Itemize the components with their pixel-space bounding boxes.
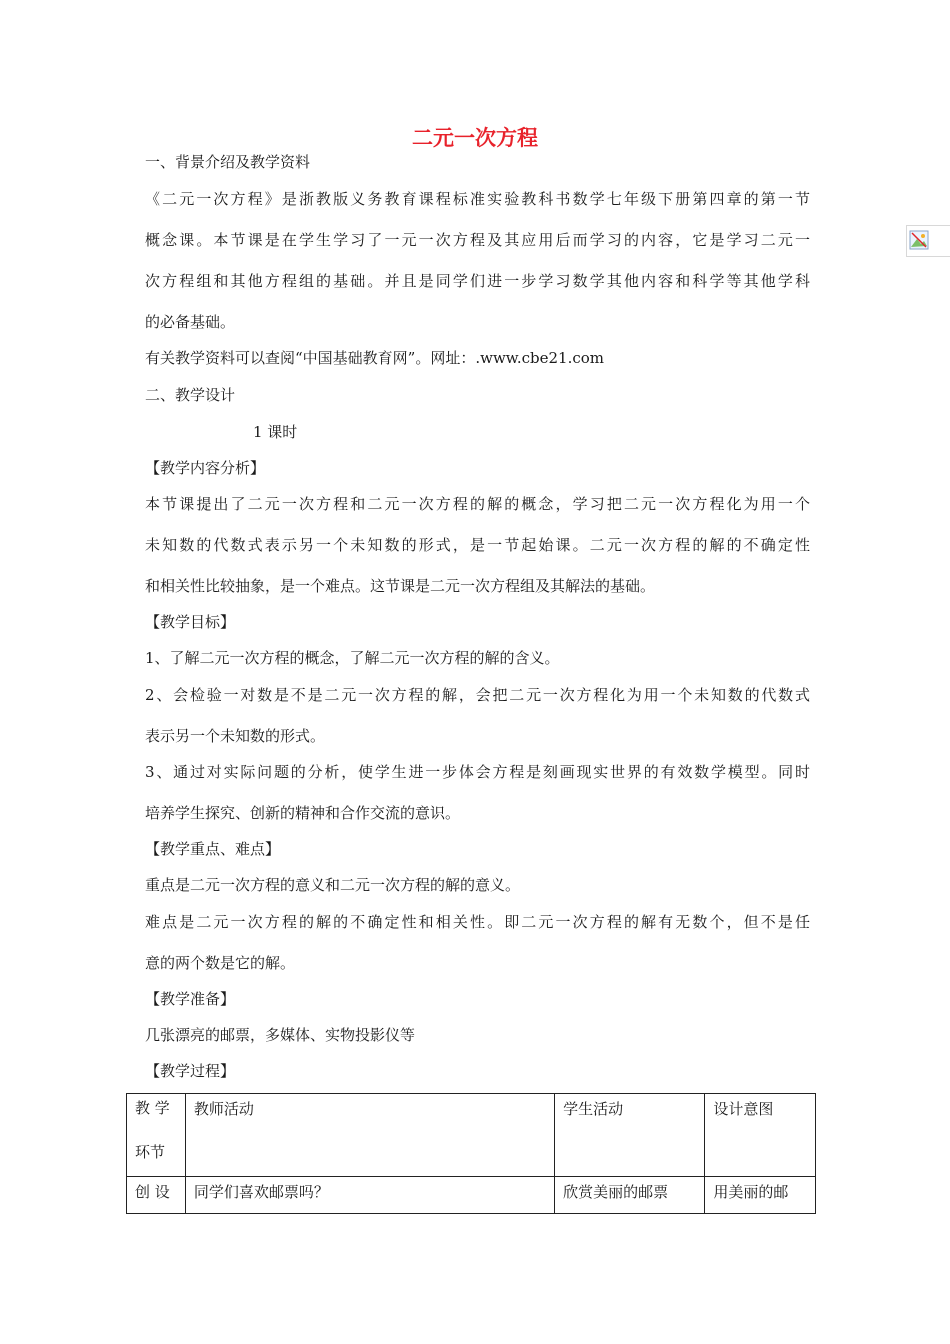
- paragraph-line: 和相关性比较抽象，是一个难点。这节课是二元一次方程组及其解法的基础。: [145, 577, 656, 595]
- table-cell-student: 欣赏美丽的邮票: [555, 1177, 705, 1214]
- document-title: 二元一次方程: [412, 126, 538, 150]
- paragraph-line: 的必备基础。: [145, 313, 236, 331]
- paragraph-line: 《二元一次方程》是浙教版义务教育课程标准实验教科书数学七年级下册第四章的第一节: [145, 190, 810, 208]
- resource-link-line: 有关教学资料可以查阅“中国基础教育网”。网址：.www.cbe21.com: [145, 349, 605, 367]
- table-cell-stage-header: [127, 1094, 186, 1177]
- objective-item: 1、了解二元一次方程的概念，了解二元一次方程的解的含义。: [145, 649, 560, 667]
- subheading-key-points: 【教学重点、难点】: [145, 840, 281, 858]
- objective-item: 2、会检验一对数是不是二元一次方程的解，会把二元一次方程化为用一个未知数的代数式: [145, 686, 810, 704]
- difficult-point: 难点是二元一次方程的解的不确定性和相关性。即二元一次方程的解有无数个，但不是任: [145, 913, 810, 931]
- subheading-preparation: 【教学准备】: [145, 990, 236, 1008]
- objective-item-continued: 培养学生探究、创新的精神和合作交流的意识。: [145, 804, 461, 822]
- table-cell-intent: 用美丽的邮: [705, 1177, 816, 1214]
- teaching-process-table: [126, 1093, 816, 1214]
- subheading-content-analysis: 【教学内容分析】: [145, 459, 266, 477]
- section-heading-background: 一、背景介绍及教学资料: [145, 153, 311, 171]
- subheading-objectives: 【教学目标】: [145, 613, 236, 631]
- paragraph-line: 概念课。本节课是在学生学习了一元一次方程及其应用后而学习的内容，它是学习二元一: [145, 231, 810, 249]
- paragraph-line: 未知数的代数式表示另一个未知数的形式，是一节起始课。二元一次方程的解的不确定性: [145, 536, 810, 554]
- table-cell-stage: 创 设: [127, 1177, 186, 1214]
- lesson-hours: 1 课时: [253, 423, 298, 441]
- broken-image-icon[interactable]: [906, 225, 950, 257]
- table-header-row: [127, 1094, 816, 1177]
- preparation-text: 几张漂亮的邮票，多媒体、实物投影仪等: [145, 1026, 416, 1044]
- difficult-point-continued: 意的两个数是它的解。: [145, 954, 296, 972]
- section-heading-design: 二、教学设计: [145, 386, 236, 404]
- paragraph-line: 本节课提出了二元一次方程和二元一次方程的解的概念，学习把二元一次方程化为用一个: [145, 495, 810, 513]
- subheading-process: 【教学过程】: [145, 1062, 236, 1080]
- table-cell-student-header: 学生活动: [555, 1094, 705, 1177]
- objective-item: 3、通过对实际问题的分析，使学生进一步体会方程是刻画现实世界的有效数学模型。同时: [145, 763, 810, 781]
- image-placeholder-icon: [909, 230, 929, 250]
- key-point: 重点是二元一次方程的意义和二元一次方程的解的意义。: [145, 876, 521, 894]
- table-row: [127, 1177, 816, 1214]
- paragraph-line: 次方程组和其他方程组的基础。并且是同学们进一步学习数学其他内容和科学等其他学科: [145, 272, 810, 290]
- objective-item-continued: 表示另一个未知数的形式。: [145, 727, 326, 745]
- header-text: 环节: [135, 1143, 166, 1161]
- header-text: 教 学: [135, 1099, 170, 1117]
- table-cell-teacher: 同学们喜欢邮票吗？: [185, 1177, 554, 1214]
- table-cell-intent-header: 设计意图: [705, 1094, 816, 1177]
- table-cell-teacher-header: 教师活动: [185, 1094, 554, 1177]
